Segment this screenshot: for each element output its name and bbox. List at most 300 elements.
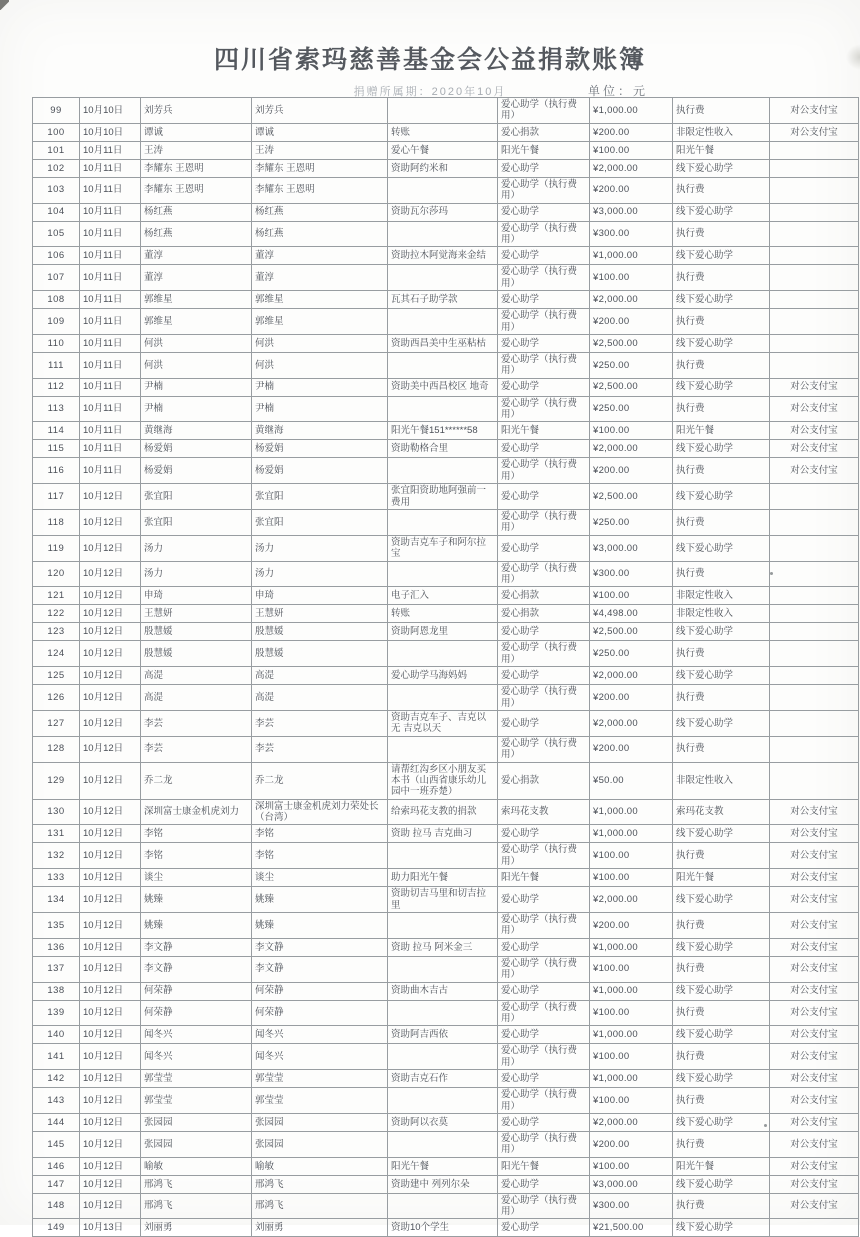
cell-row-number: 135 (33, 913, 80, 939)
cell-description (388, 843, 498, 869)
table-row (33, 440, 859, 458)
cell-accounting-subject: 线下爱心助学 (673, 887, 770, 913)
table-row (33, 685, 859, 711)
cell-donor-name-copy: 张宜阳 (252, 510, 388, 536)
cell-donor-name: 杨红燕 (141, 203, 252, 221)
cell-description (388, 510, 498, 536)
cell-accounting-subject: 执行费 (673, 956, 770, 982)
cell-accounting-subject: 非限定性收入 (673, 587, 770, 605)
cell-category: 爱心助学 (498, 1070, 590, 1088)
table-row (33, 667, 859, 685)
cell-date: 10月10日 (80, 98, 141, 124)
cell-amount: ¥3,000.00 (590, 203, 673, 221)
cell-description (388, 98, 498, 124)
cell-donor-name: 乔二龙 (141, 762, 252, 799)
cell-donor-name-copy: 高湜 (252, 667, 388, 685)
cell-row-number: 99 (33, 98, 80, 124)
cell-payment-channel: 对公支付宝 (770, 1175, 859, 1193)
cell-accounting-subject: 线下爱心助学 (673, 667, 770, 685)
cell-category: 爱心捐款 (498, 605, 590, 623)
cell-description: 资助阿以衣莫 (388, 1113, 498, 1131)
cell-amount: ¥100.00 (590, 869, 673, 887)
cell-amount: ¥100.00 (590, 1000, 673, 1026)
cell-donor-name-copy: 王涛 (252, 141, 388, 159)
cell-accounting-subject: 线下爱心助学 (673, 535, 770, 561)
table-row (33, 265, 859, 291)
cell-description (388, 1193, 498, 1219)
table-row (33, 1070, 859, 1088)
cell-amount: ¥2,000.00 (590, 710, 673, 736)
cell-accounting-subject: 执行费 (673, 913, 770, 939)
cell-description: 阳光午餐151******58 (388, 422, 498, 440)
cell-payment-channel (770, 291, 859, 309)
cell-payment-channel (770, 736, 859, 762)
cell-amount: ¥1,000.00 (590, 247, 673, 265)
cell-accounting-subject: 线下爱心助学 (673, 1175, 770, 1193)
cell-date: 10月12日 (80, 1113, 141, 1131)
cell-row-number: 126 (33, 685, 80, 711)
cell-row-number: 147 (33, 1175, 80, 1193)
cell-donor-name: 闻冬兴 (141, 1026, 252, 1044)
cell-category: 阳光午餐 (498, 869, 590, 887)
cell-donor-name: 黄继海 (141, 422, 252, 440)
cell-amount: ¥250.00 (590, 352, 673, 378)
cell-donor-name-copy: 刘芳兵 (252, 98, 388, 124)
cell-description (388, 458, 498, 484)
cell-payment-channel (770, 561, 859, 587)
cell-date: 10月11日 (80, 396, 141, 422)
cell-payment-channel (770, 334, 859, 352)
cell-payment-channel: 对公支付宝 (770, 422, 859, 440)
cell-payment-channel: 对公支付宝 (770, 825, 859, 843)
cell-date: 10月12日 (80, 762, 141, 799)
cell-amount: ¥1,000.00 (590, 799, 673, 825)
cell-amount: ¥250.00 (590, 641, 673, 667)
cell-accounting-subject: 线下爱心助学 (673, 203, 770, 221)
cell-accounting-subject: 执行费 (673, 1193, 770, 1219)
cell-amount: ¥200.00 (590, 458, 673, 484)
cell-payment-channel: 对公支付宝 (770, 1193, 859, 1219)
cell-amount: ¥2,500.00 (590, 334, 673, 352)
cell-amount: ¥2,000.00 (590, 1113, 673, 1131)
cell-donor-name: 王涛 (141, 141, 252, 159)
cell-row-number: 129 (33, 762, 80, 799)
cell-category: 爱心助学 (498, 1113, 590, 1131)
cell-category: 索玛花支教 (498, 799, 590, 825)
cell-payment-channel: 对公支付宝 (770, 843, 859, 869)
cell-date: 10月11日 (80, 203, 141, 221)
cell-date: 10月12日 (80, 869, 141, 887)
table-row (33, 1131, 859, 1157)
cell-description: 资助拉木阿觉海来金结 (388, 247, 498, 265)
cell-donor-name: 董淳 (141, 247, 252, 265)
cell-donor-name-copy: 谭诚 (252, 123, 388, 141)
cell-description: 爱心助学马海妈妈 (388, 667, 498, 685)
table-row (33, 587, 859, 605)
cell-category: 爱心捐款 (498, 587, 590, 605)
table-row (33, 484, 859, 510)
cell-donor-name: 邢鸿飞 (141, 1175, 252, 1193)
cell-donor-name: 深圳富士康金机虎刘力 (141, 799, 252, 825)
cell-accounting-subject: 非限定性收入 (673, 605, 770, 623)
cell-description: 瓦其石子助学款 (388, 291, 498, 309)
table-row (33, 1044, 859, 1070)
cell-row-number: 143 (33, 1088, 80, 1114)
cell-category: 爱心助学 (498, 1219, 590, 1237)
cell-description: 资助阿吉西依 (388, 1026, 498, 1044)
cell-description: 资助阿约米和 (388, 159, 498, 177)
table-row (33, 141, 859, 159)
cell-donor-name-copy: 李铭 (252, 825, 388, 843)
cell-description: 电子汇入 (388, 587, 498, 605)
cell-category: 爱心助学（执行费用） (498, 221, 590, 247)
cell-amount: ¥250.00 (590, 396, 673, 422)
cell-donor-name: 郭维星 (141, 291, 252, 309)
donation-ledger-table (32, 97, 859, 1237)
cell-donor-name-copy: 张园园 (252, 1131, 388, 1157)
cell-date: 10月12日 (80, 685, 141, 711)
cell-description (388, 736, 498, 762)
table-row (33, 123, 859, 141)
cell-donor-name-copy: 郭维星 (252, 309, 388, 335)
table-row (33, 736, 859, 762)
cell-donor-name: 李耀东 王恩明 (141, 177, 252, 203)
cell-donor-name-copy: 闻冬兴 (252, 1026, 388, 1044)
table-row (33, 535, 859, 561)
cell-date: 10月12日 (80, 1044, 141, 1070)
cell-accounting-subject: 执行费 (673, 352, 770, 378)
cell-category: 爱心助学 (498, 667, 590, 685)
cell-category: 爱心助学 (498, 159, 590, 177)
cell-description: 资助切吉马里和切吉拉里 (388, 887, 498, 913)
cell-amount: ¥1,000.00 (590, 982, 673, 1000)
cell-date: 10月12日 (80, 938, 141, 956)
cell-date: 10月12日 (80, 1088, 141, 1114)
cell-payment-channel: 对公支付宝 (770, 440, 859, 458)
cell-category: 爱心助学（执行费用） (498, 177, 590, 203)
cell-description: 张宜阳资助地阿强前一费用 (388, 484, 498, 510)
cell-description (388, 352, 498, 378)
cell-row-number: 109 (33, 309, 80, 335)
cell-donor-name-copy: 姚臻 (252, 913, 388, 939)
cell-donor-name-copy: 张园园 (252, 1113, 388, 1131)
cell-donor-name: 李耀东 王恩明 (141, 159, 252, 177)
table-row (33, 956, 859, 982)
cell-description: 爱心午餐 (388, 141, 498, 159)
cell-donor-name-copy: 杨爱娟 (252, 458, 388, 484)
table-row (33, 1000, 859, 1026)
table-row (33, 887, 859, 913)
cell-date: 10月10日 (80, 123, 141, 141)
cell-donor-name: 董淳 (141, 265, 252, 291)
cell-donor-name: 李芸 (141, 736, 252, 762)
cell-category: 爱心助学 (498, 247, 590, 265)
cell-donor-name-copy: 何洪 (252, 334, 388, 352)
table-row (33, 1088, 859, 1114)
cell-date: 10月12日 (80, 1193, 141, 1219)
cell-donor-name: 李铭 (141, 843, 252, 869)
table-row (33, 799, 859, 825)
cell-payment-channel: 对公支付宝 (770, 799, 859, 825)
cell-date: 10月12日 (80, 510, 141, 536)
cell-payment-channel (770, 762, 859, 799)
cell-accounting-subject: 线下爱心助学 (673, 825, 770, 843)
cell-donor-name-copy: 杨红燕 (252, 221, 388, 247)
cell-amount: ¥3,000.00 (590, 1175, 673, 1193)
cell-donor-name-copy: 邢鸿飞 (252, 1193, 388, 1219)
cell-payment-channel (770, 247, 859, 265)
cell-payment-channel: 对公支付宝 (770, 982, 859, 1000)
cell-row-number: 104 (33, 203, 80, 221)
cell-accounting-subject: 线下爱心助学 (673, 334, 770, 352)
cell-category: 爱心助学 (498, 334, 590, 352)
cell-row-number: 121 (33, 587, 80, 605)
cell-category: 爱心助学（执行费用） (498, 1000, 590, 1026)
cell-donor-name-copy: 张宜阳 (252, 484, 388, 510)
cell-payment-channel: 对公支付宝 (770, 396, 859, 422)
cell-accounting-subject: 执行费 (673, 396, 770, 422)
cell-amount: ¥2,000.00 (590, 440, 673, 458)
cell-category: 爱心捐款 (498, 123, 590, 141)
cell-amount: ¥100.00 (590, 1044, 673, 1070)
cell-donor-name: 郭莹莹 (141, 1088, 252, 1114)
cell-accounting-subject: 线下爱心助学 (673, 982, 770, 1000)
cell-description: 资助 拉马 阿米金三 (388, 938, 498, 956)
cell-donor-name-copy: 李芸 (252, 710, 388, 736)
cell-donor-name: 杨爱娟 (141, 458, 252, 484)
cell-donor-name-copy: 李文静 (252, 956, 388, 982)
cell-row-number: 107 (33, 265, 80, 291)
cell-donor-name: 刘芳兵 (141, 98, 252, 124)
table-row (33, 623, 859, 641)
cell-donor-name: 郭莹莹 (141, 1070, 252, 1088)
cell-category: 爱心助学 (498, 825, 590, 843)
cell-donor-name: 张宜阳 (141, 510, 252, 536)
cell-donor-name: 杨爱娟 (141, 440, 252, 458)
document-title: 四川省索玛慈善基金会公益捐款账簿 (213, 46, 646, 74)
cell-accounting-subject: 线下爱心助学 (673, 1070, 770, 1088)
cell-category: 阳光午餐 (498, 422, 590, 440)
cell-payment-channel: 对公支付宝 (770, 887, 859, 913)
cell-donor-name-copy: 何荣静 (252, 982, 388, 1000)
cell-description: 资助勒格合里 (388, 440, 498, 458)
cell-accounting-subject: 线下爱心助学 (673, 1026, 770, 1044)
cell-donor-name-copy: 尹楠 (252, 378, 388, 396)
cell-accounting-subject: 执行费 (673, 736, 770, 762)
cell-donor-name-copy: 李铭 (252, 843, 388, 869)
cell-row-number: 111 (33, 352, 80, 378)
cell-row-number: 102 (33, 159, 80, 177)
cell-donor-name: 王慧妍 (141, 605, 252, 623)
cell-amount: ¥2,000.00 (590, 291, 673, 309)
cell-donor-name: 闻冬兴 (141, 1044, 252, 1070)
cell-donor-name: 高湜 (141, 667, 252, 685)
cell-description: 助力阳光午餐 (388, 869, 498, 887)
cell-date: 10月11日 (80, 291, 141, 309)
cell-row-number: 130 (33, 799, 80, 825)
cell-row-number: 118 (33, 510, 80, 536)
cell-accounting-subject: 执行费 (673, 458, 770, 484)
cell-donor-name-copy: 殷慧媛 (252, 641, 388, 667)
cell-row-number: 144 (33, 1113, 80, 1131)
cell-date: 10月11日 (80, 177, 141, 203)
table-row (33, 913, 859, 939)
cell-category: 爱心助学（执行费用） (498, 309, 590, 335)
cell-row-number: 133 (33, 869, 80, 887)
cell-date: 10月11日 (80, 440, 141, 458)
cell-date: 10月12日 (80, 1026, 141, 1044)
cell-accounting-subject: 执行费 (673, 641, 770, 667)
cell-description (388, 913, 498, 939)
cell-payment-channel (770, 587, 859, 605)
cell-description: 阳光午餐 (388, 1157, 498, 1175)
table-row (33, 422, 859, 440)
cell-date: 10月12日 (80, 736, 141, 762)
cell-row-number: 128 (33, 736, 80, 762)
cell-payment-channel (770, 1219, 859, 1237)
cell-donor-name: 张园园 (141, 1131, 252, 1157)
table-row (33, 1193, 859, 1219)
cell-date: 10月11日 (80, 378, 141, 396)
cell-description: 资助吉克车子、吉克以无 吉克以天 (388, 710, 498, 736)
table-row (33, 641, 859, 667)
cell-date: 10月12日 (80, 1157, 141, 1175)
cell-amount: ¥200.00 (590, 309, 673, 335)
cell-description (388, 177, 498, 203)
cell-accounting-subject: 线下爱心助学 (673, 247, 770, 265)
cell-donor-name: 尹楠 (141, 378, 252, 396)
cell-accounting-subject: 索玛花支教 (673, 799, 770, 825)
cell-amount: ¥200.00 (590, 123, 673, 141)
cell-date: 10月12日 (80, 799, 141, 825)
cell-row-number: 120 (33, 561, 80, 587)
cell-date: 10月11日 (80, 141, 141, 159)
cell-date: 10月12日 (80, 825, 141, 843)
cell-accounting-subject: 执行费 (673, 843, 770, 869)
cell-category: 爱心助学（执行费用） (498, 843, 590, 869)
cell-amount: ¥21,500.00 (590, 1219, 673, 1237)
cell-donor-name: 何洪 (141, 352, 252, 378)
table-row (33, 710, 859, 736)
cell-donor-name-copy: 何荣静 (252, 1000, 388, 1026)
cell-amount: ¥3,000.00 (590, 535, 673, 561)
cell-category: 爱心助学 (498, 484, 590, 510)
cell-accounting-subject: 执行费 (673, 309, 770, 335)
cell-accounting-subject: 执行费 (673, 221, 770, 247)
donation-period-label: 捐赠所属期：2020年10月 (353, 86, 507, 98)
cell-payment-channel (770, 710, 859, 736)
cell-description (388, 956, 498, 982)
cell-donor-name: 李文静 (141, 956, 252, 982)
cell-row-number: 132 (33, 843, 80, 869)
cell-description: 资助吉克石作 (388, 1070, 498, 1088)
cell-accounting-subject: 线下爱心助学 (673, 938, 770, 956)
cell-row-number: 122 (33, 605, 80, 623)
cell-amount: ¥100.00 (590, 265, 673, 291)
cell-payment-channel: 对公支付宝 (770, 378, 859, 396)
cell-payment-channel: 对公支付宝 (770, 1070, 859, 1088)
cell-date: 10月12日 (80, 913, 141, 939)
cell-donor-name: 汤力 (141, 561, 252, 587)
cell-category: 爱心助学 (498, 440, 590, 458)
cell-payment-channel (770, 221, 859, 247)
cell-category: 爱心助学 (498, 623, 590, 641)
cell-date: 10月12日 (80, 667, 141, 685)
table-row (33, 291, 859, 309)
cell-date: 10月12日 (80, 484, 141, 510)
cell-amount: ¥100.00 (590, 843, 673, 869)
cell-category: 爱心助学（执行费用） (498, 458, 590, 484)
cell-category: 爱心捐款 (498, 762, 590, 799)
table-row (33, 247, 859, 265)
cell-description: 资助 拉马 吉克曲习 (388, 825, 498, 843)
cell-row-number: 114 (33, 422, 80, 440)
cell-amount: ¥100.00 (590, 956, 673, 982)
cell-date: 10月11日 (80, 334, 141, 352)
cell-row-number: 146 (33, 1157, 80, 1175)
cell-date: 10月12日 (80, 561, 141, 587)
table-row (33, 510, 859, 536)
cell-amount: ¥2,500.00 (590, 484, 673, 510)
cell-description: 资助10个学生 (388, 1219, 498, 1237)
table-row (33, 1026, 859, 1044)
cell-amount: ¥2,000.00 (590, 887, 673, 913)
cell-payment-channel (770, 685, 859, 711)
cell-date: 10月12日 (80, 843, 141, 869)
cell-accounting-subject: 执行费 (673, 98, 770, 124)
cell-donor-name: 殷慧媛 (141, 641, 252, 667)
cell-accounting-subject: 执行费 (673, 510, 770, 536)
cell-date: 10月11日 (80, 422, 141, 440)
cell-category: 爱心助学（执行费用） (498, 956, 590, 982)
cell-donor-name: 何荣静 (141, 982, 252, 1000)
cell-donor-name-copy: 闻冬兴 (252, 1044, 388, 1070)
cell-amount: ¥200.00 (590, 1131, 673, 1157)
cell-category: 爱心助学（执行费用） (498, 98, 590, 124)
cell-donor-name: 谭诚 (141, 123, 252, 141)
cell-description: 资助西昌美中生巫粘枯 (388, 334, 498, 352)
table-row (33, 825, 859, 843)
table-row (33, 177, 859, 203)
cell-date: 10月11日 (80, 458, 141, 484)
cell-accounting-subject: 阳光午餐 (673, 1157, 770, 1175)
cell-accounting-subject: 线下爱心助学 (673, 291, 770, 309)
cell-description (388, 309, 498, 335)
cell-payment-channel: 对公支付宝 (770, 1000, 859, 1026)
cell-category: 爱心助学（执行费用） (498, 396, 590, 422)
cell-description: 请帮红沟乡区小朋友买本书（山西省康乐幼儿园中一班乔楚） (388, 762, 498, 799)
table-row (33, 221, 859, 247)
cell-row-number: 137 (33, 956, 80, 982)
cell-category: 爱心助学 (498, 378, 590, 396)
cell-row-number: 139 (33, 1000, 80, 1026)
cell-donor-name-copy: 乔二龙 (252, 762, 388, 799)
cell-amount: ¥4,498.00 (590, 605, 673, 623)
cell-donor-name-copy: 汤力 (252, 535, 388, 561)
cell-amount: ¥250.00 (590, 510, 673, 536)
cell-amount: ¥2,500.00 (590, 378, 673, 396)
cell-category: 爱心助学 (498, 938, 590, 956)
cell-donor-name: 张宜阳 (141, 484, 252, 510)
cell-category: 爱心助学（执行费用） (498, 1088, 590, 1114)
cell-description: 资助建中 列列尔朵 (388, 1175, 498, 1193)
cell-donor-name: 何洪 (141, 334, 252, 352)
cell-category: 爱心助学（执行费用） (498, 561, 590, 587)
cell-accounting-subject: 线下爱心助学 (673, 484, 770, 510)
cell-description: 给索玛花支教的捐款 (388, 799, 498, 825)
table-row (33, 203, 859, 221)
cell-accounting-subject: 执行费 (673, 1088, 770, 1114)
